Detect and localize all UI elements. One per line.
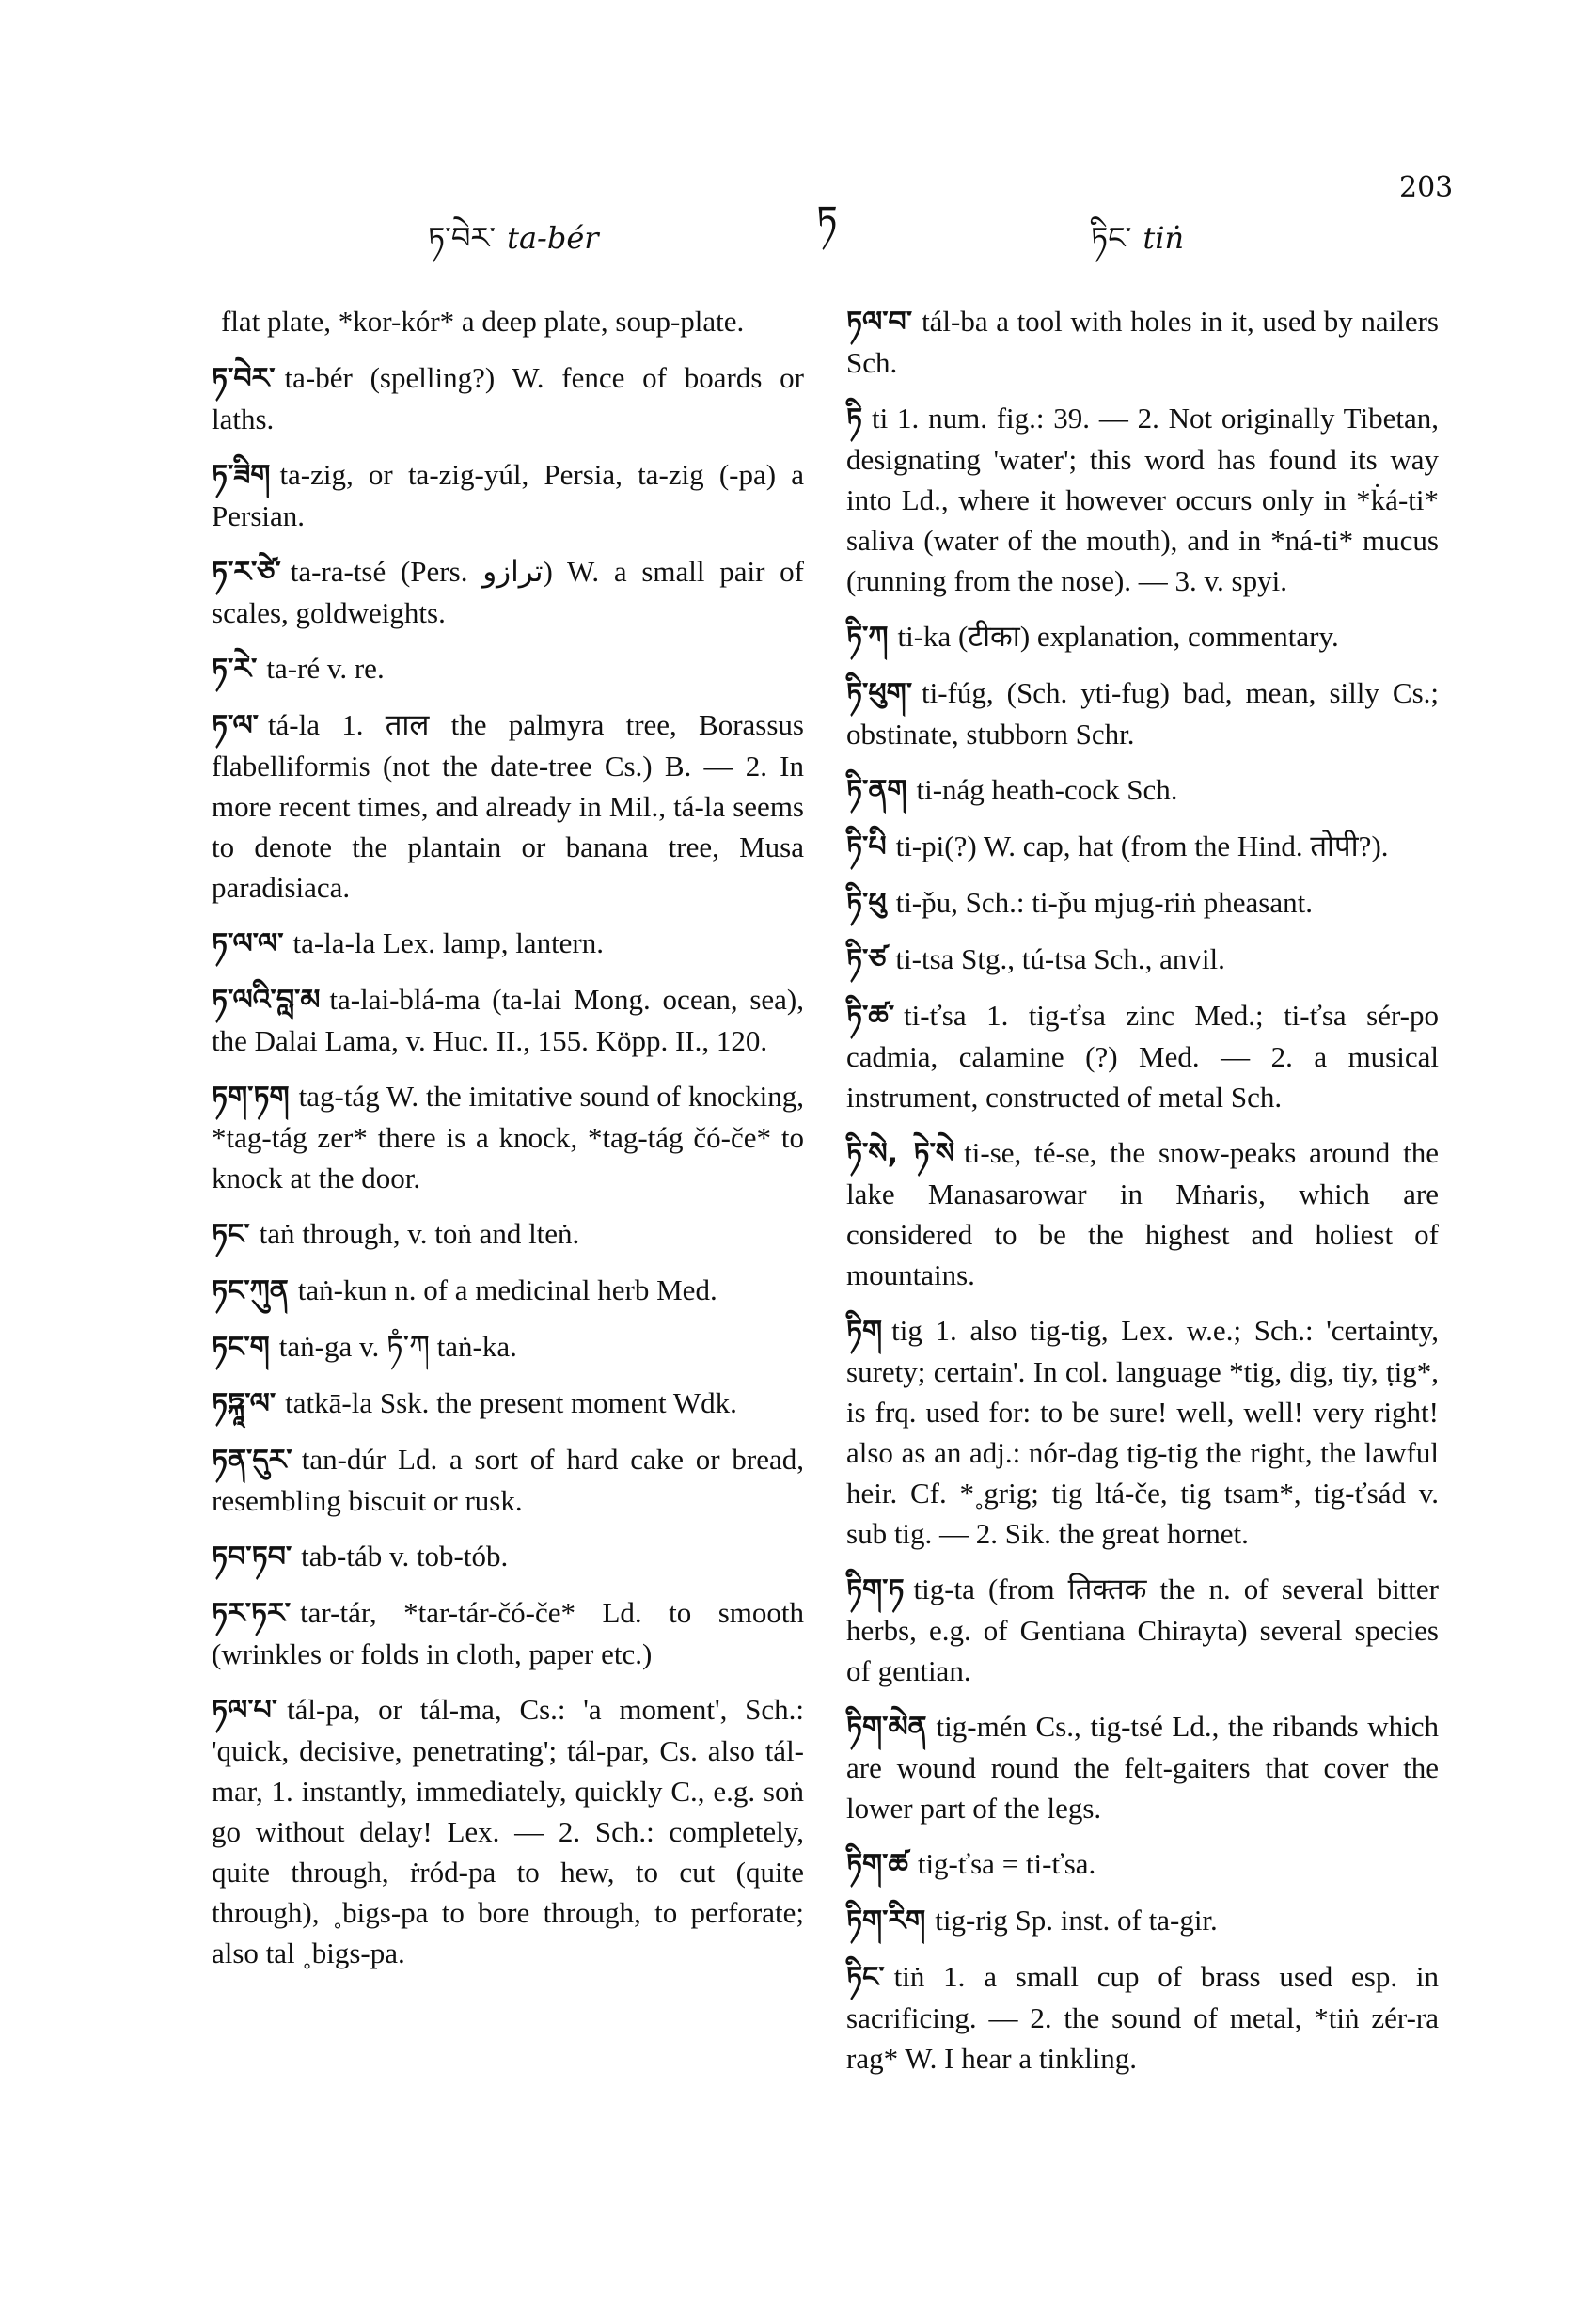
entry-text: taṅ-kun n. of a medicinal herb Med. — [297, 1273, 717, 1306]
entry-text: ta-ré v. re. — [266, 652, 385, 685]
entry-headword: ཏི་སེ, ཏེ་སེ — [846, 1137, 955, 1170]
entry-text: tig 1. also tig-tig, Lex. w.e.; Sch.: 'certainty, surety; certain'. In col. language *tig, dig, tiy, ṭig*, is frq. used for: to be sure! well, well! very right! also as an adj.: nór-dag tig-tig the right, the lawful heir. Cf. *˳grig; tig ltá-če, tig tsam*, tig-ťsád v. sub tig. — 2. Sik. the great hornet. — [846, 1314, 1439, 1550]
dictionary-entry — [212, 454, 804, 536]
entry-text: ti-nág heath-cock Sch. — [916, 773, 1178, 806]
entry-text: tig-rig Sp. inst. of ta-gir. — [935, 1904, 1218, 1937]
dictionary-entry — [846, 1956, 1439, 2079]
dictionary-entry — [212, 648, 804, 689]
entry-text: ti 1. num. fig.: 39. — 2. Not originally Tibetan, designating 'water'; this word has found its way into Ld., where it however occurs only in *k̇á-ti* saliva (water of the mouth), and in *ná-ti* mucus (running from the nose). — 3. v. spyi. — [846, 402, 1439, 597]
left-column — [212, 301, 804, 1988]
entry-headword: ཏི་ནག — [846, 774, 907, 807]
dictionary-entry — [212, 1270, 804, 1311]
dictionary-entry — [846, 1310, 1439, 1554]
entry-headword: ཏིག་ཏ — [846, 1573, 905, 1606]
entry-text: tatkā-la Ssk. the present moment Wdk. — [285, 1386, 737, 1419]
dictionary-entry — [846, 1706, 1439, 1828]
entry-text: flat plate, *kor-kór* a deep plate, soup-plate. — [221, 305, 745, 338]
right-running-head — [1091, 205, 1184, 290]
dictionary-entry — [212, 357, 804, 439]
entry-headword: ཏིག་རིག — [846, 1905, 926, 1937]
entry-text: ta-ra-tsé (Pers. ترازو) W. a small pair of scales, goldweights. — [212, 555, 805, 629]
entry-headword: ཏང་ — [212, 1218, 250, 1251]
entry-headword: ཏ་ལ་ལ་ — [212, 927, 284, 960]
entry-headword: ཏག་ཏག — [212, 1081, 290, 1114]
dictionary-entry — [846, 301, 1439, 383]
dictionary-entry — [212, 1383, 804, 1424]
entry-headword: ཏ་ཟིག — [212, 459, 271, 492]
entry-text: tan-dúr Ld. a sort of hard cake or bread, resembling biscuit or rusk. — [212, 1443, 804, 1517]
right-column — [846, 301, 1439, 2094]
entry-headword: ཏལ་པ་ — [212, 1694, 278, 1727]
entry-headword: ཏང་ག — [212, 1331, 270, 1364]
entry-headword: ཏི་ཕུ — [846, 887, 887, 920]
left-head-tibetan: ཏ་བེར་ — [428, 220, 496, 256]
entry-text: tar-tár, *tar-tár-čó-če* Ld. to smooth (wrinkles or folds in cloth, paper etc.) — [212, 1596, 804, 1670]
dictionary-entry — [846, 398, 1439, 601]
entry-headword: ཏི་ཚ་ — [846, 1000, 894, 1033]
section-letter: ཏ — [816, 198, 838, 242]
entry-text: tig-ta (from तिक्तक the n. of several bitter herbs, e.g. of Gentiana Chirayta) several species of gentian. — [846, 1573, 1439, 1687]
entry-text: ti-ťsa 1. tig-ťsa zinc Med.; ti-ťsa sér-po cadmia, calamine (?) Med. — 2. a musical instrument, constructed of metal Sch. — [846, 999, 1439, 1114]
entry-headword: ཏབ་ཏབ་ — [212, 1541, 292, 1573]
right-head-tibetan: ཏིང་ — [1091, 220, 1132, 256]
entry-text: tál-pa, or tál-ma, Cs.: 'a moment', Sch.: 'quick, decisive, penetrating'; tál-par, Cs. also tál-mar, 1. instantly, immediately, quickly C., e.g. soṅ go without delay! Lex. — 2. Sch.: completely, quite through, ṙród-pa to hew, to cut (quite through), ˳bigs-pa to bore through, to perforate; also tal ˳bigs-pa. — [212, 1693, 804, 1969]
dictionary-entry — [212, 1689, 804, 1973]
entry-text: tag-tág W. the imitative sound of knocking, *tag-tág zer* there is a knock, *tag-tág čó-če* to knock at the door. — [212, 1080, 804, 1194]
entry-headword: ཏ་རེ་ — [212, 653, 258, 686]
page-header — [0, 160, 1576, 256]
entry-headword: ཏ་བེར་ — [212, 362, 276, 395]
left-running-head — [428, 205, 599, 290]
entry-headword: ཏཏྐཱ་ལ་ — [212, 1387, 276, 1420]
entry-headword: ཏི — [846, 403, 863, 435]
dictionary-entry — [212, 1439, 804, 1521]
entry-text: taṅ-ga v. ཏཾ་ཀ taṅ-ka. — [278, 1330, 517, 1363]
entry-text: tab-táb v. tob-tób. — [301, 1540, 509, 1573]
dictionary-entry — [212, 1076, 804, 1198]
entry-text: ta-zig, or ta-zig-yúl, Persia, ta-zig (-pa) a Persian. — [212, 458, 804, 532]
dictionary-entry — [846, 1132, 1439, 1295]
entry-headword: ཏིག་ཚ — [846, 1848, 908, 1881]
entry-headword: ཏ་ལ་ — [212, 709, 259, 742]
entry-text: ti-ka (टीका) explanation, commentary. — [897, 620, 1339, 653]
dictionary-entry — [846, 1843, 1439, 1885]
entry-text: tá-la 1. ताल the palmyra tree, Borassus flabelliformis (not the date-tree Cs.) B. — 2. In more recent times, and already in Mil., tá-la seems to denote the plantain or banana tree, Musa paradisiaca. — [212, 708, 804, 904]
dictionary-entry — [212, 923, 804, 964]
dictionary-entry — [212, 551, 804, 633]
entry-text: ta-la-la Lex. lamp, lantern. — [292, 926, 605, 959]
entry-text: ta-bér (spelling?) W. fence of boards or laths. — [212, 361, 804, 435]
entry-headword: ཏར་ཏར་ — [212, 1597, 292, 1630]
dictionary-entry — [846, 769, 1439, 811]
dictionary-entry — [846, 1569, 1439, 1691]
dictionary-entry — [846, 882, 1439, 924]
dictionary-entry — [846, 672, 1439, 754]
dictionary-entry — [212, 1592, 804, 1674]
dictionary-entry — [212, 704, 804, 908]
entry-headword: ཏ་ལའི་བླ་མ — [212, 984, 321, 1017]
entry-headword: ཏང་ཀུན — [212, 1274, 289, 1307]
left-head-roman: ta-bér — [507, 220, 599, 256]
entry-text: ti-tsa Stg., tú-tsa Sch., anvil. — [895, 942, 1225, 975]
entry-text: ti-fúg, (Sch. yti-fug) bad, mean, silly Cs.; obstinate, stubborn Schr. — [846, 676, 1439, 751]
entry-text: tiṅ 1. a small cup of brass used esp. in sacrificing. — 2. the sound of metal, *tiṅ zér-ra rag* W. I hear a tinkling. — [846, 1960, 1439, 2075]
entry-headword: ཏིང་ — [846, 1961, 885, 1994]
dictionary-entry — [846, 1900, 1439, 1941]
dictionary-entry — [212, 1536, 804, 1577]
entry-headword: ཏི་ཀ — [846, 621, 889, 654]
entry-text: ta-lai-blá-ma (ta-lai Mong. ocean, sea), the Dalai Lama, v. Huc. II., 155. Köpp. II., 120. — [212, 983, 804, 1057]
entry-text: ti-p̌u, Sch.: ti-p̌u mjug-riṅ pheasant. — [895, 886, 1313, 919]
entry-headword: ཏི་ཕུག་ — [846, 677, 912, 710]
dictionary-entry — [212, 979, 804, 1061]
entry-headword: ཏི་ཙ — [846, 943, 887, 976]
entry-headword: ཏལ་བ་ — [846, 306, 913, 339]
right-head-roman: tiṅ — [1143, 220, 1185, 256]
entry-headword: ཏི་པི — [846, 830, 887, 863]
entry-headword: ཏིག — [846, 1315, 883, 1348]
entry-text: taṅ through, v. toṅ and lteṅ. — [259, 1217, 580, 1250]
dictionary-entry — [846, 939, 1439, 980]
dictionary-entry — [212, 1213, 804, 1255]
entry-text: tál-ba a tool with holes in it, used by nailers Sch. — [846, 305, 1439, 379]
entry-headword: ཏ་ར་ཙེ་ — [212, 556, 281, 589]
entry-headword: ཏན་དུར་ — [212, 1444, 292, 1477]
entry-text: ti-pi(?) W. cap, hat (from the Hind. तोपी?). — [895, 830, 1389, 862]
entry-text: ti-se, té-se, the snow-peaks around the lake Manasarowar in Mṅaris, which are considered to be the highest and holiest of mountains. — [846, 1136, 1439, 1291]
page-number: 203 — [1399, 171, 1454, 204]
entry-text: tig-mén Cs., tig-tsé Ld., the ribands which are wound round the felt-gaiters that cover the lower part of the legs. — [846, 1710, 1439, 1825]
dictionary-entry — [212, 301, 804, 342]
entry-text: tig-ťsa = ti-ťsa. — [917, 1847, 1096, 1880]
dictionary-entry — [212, 1326, 804, 1368]
dictionary-entry — [846, 826, 1439, 867]
dictionary-entry — [846, 616, 1439, 657]
dictionary-entry — [846, 995, 1439, 1117]
entry-headword: ཏིག་མེན — [846, 1711, 927, 1744]
